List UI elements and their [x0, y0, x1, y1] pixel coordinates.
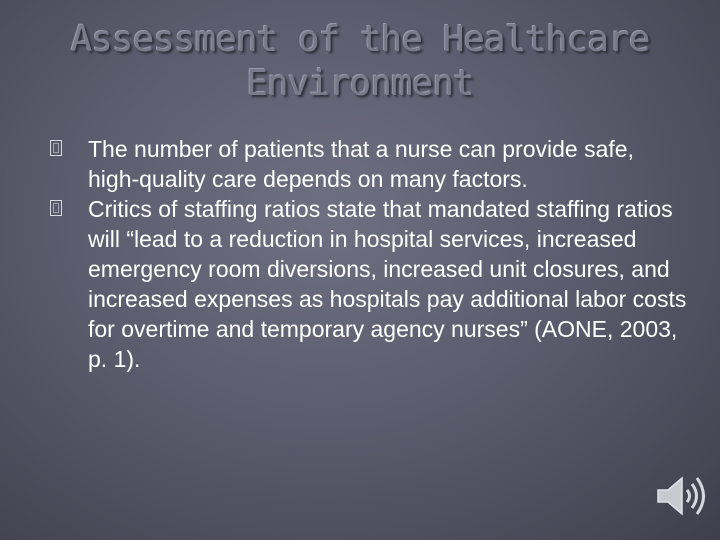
bullet-text: Critics of staffing ratios state that mandated staffing ratios will “lead to a reduction in hospital services, increased emergency room diversions, increased unit closures, and increased expenses as hospitals pay additional labor costs for overtime and temporary agency nurses” (AONE, 2003, p. 1).	[88, 196, 687, 372]
title-line-2: Environment	[246, 63, 474, 104]
slide-title	[60, 18, 660, 106]
bullet-text: The number of patients that a nurse can provide safe, high-quality care depends on many factors.	[88, 136, 634, 192]
bullet-list	[50, 134, 690, 374]
square-bullet-icon	[50, 140, 62, 156]
square-bullet-icon	[50, 200, 62, 216]
bullet-item	[50, 134, 690, 194]
title-line-1: Assessment of the Healthcare	[70, 19, 650, 60]
bullet-item	[50, 194, 690, 374]
speaker-icon[interactable]	[654, 468, 710, 524]
